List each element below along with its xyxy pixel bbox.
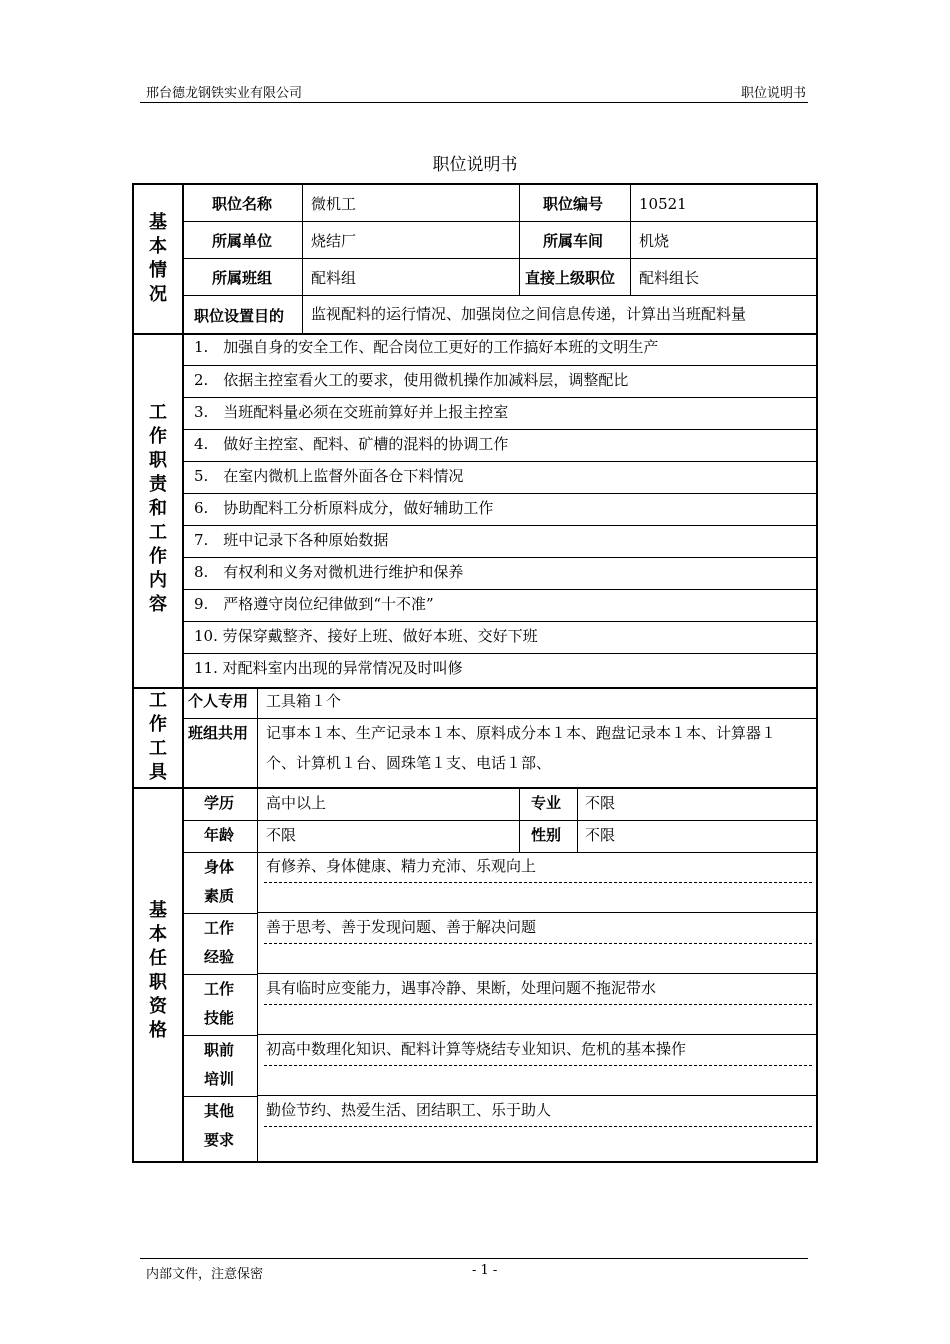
duty-item: 10. 劳保穿戴整齐、接好上班、做好本班、交好下班 bbox=[194, 627, 538, 645]
physical-label-line1: 身体 bbox=[204, 858, 235, 876]
duty-item: 1. 加强自身的安全工作、配合岗位工更好的工作搞好本班的文明生产 bbox=[194, 338, 659, 356]
footer-confidential: 内部文件，注意保密 bbox=[146, 1267, 264, 1282]
workshop-label: 所属车间 bbox=[543, 232, 604, 250]
education-label: 学历 bbox=[204, 794, 235, 812]
experience-label-line1: 工作 bbox=[204, 919, 235, 937]
other-label-line1: 其他 bbox=[204, 1102, 235, 1120]
duty-item: 2. 依据主控室看火工的要求，使用微机操作加减料层，调整配比 bbox=[194, 371, 629, 389]
purpose-label: 职位设置目的 bbox=[194, 307, 285, 325]
training-label-line1: 职前 bbox=[204, 1041, 235, 1059]
team-value: 配料组 bbox=[311, 269, 357, 287]
gender-value: 不限 bbox=[585, 826, 616, 844]
gender-label: 性别 bbox=[531, 826, 562, 844]
personal-tools-label: 个人专用 bbox=[188, 692, 249, 710]
duty-item: 4. 做好主控室、配料、矿槽的混料的协调工作 bbox=[194, 435, 509, 453]
header-rule bbox=[140, 102, 808, 103]
duty-item: 9. 严格遵守岗位纪律做到“十不准” bbox=[194, 595, 434, 613]
section-basic-info: 基本情况 bbox=[149, 212, 167, 305]
position-code-label: 职位编号 bbox=[543, 195, 604, 213]
physical-label-line2: 素质 bbox=[204, 887, 235, 905]
unit-value: 烧结厂 bbox=[311, 232, 357, 250]
header-company: 邢台德龙钢铁实业有限公司 bbox=[146, 86, 303, 101]
duty-item: 3. 当班配料量必须在交班前算好并上报主控室 bbox=[194, 403, 509, 421]
physical-value: 有修养、身体健康、精力充沛、乐观向上 bbox=[266, 857, 537, 875]
section-tools: 工作工具 bbox=[149, 690, 167, 783]
position-code-value: 10521 bbox=[639, 195, 687, 213]
superior-label: 直接上级职位 bbox=[525, 269, 616, 287]
major-value: 不限 bbox=[585, 794, 616, 812]
education-value: 高中以上 bbox=[266, 794, 327, 812]
duty-item: 7. 班中记录下各种原始数据 bbox=[194, 531, 389, 549]
job-description-table bbox=[132, 183, 818, 1163]
training-label-line2: 培训 bbox=[204, 1070, 235, 1088]
duty-item: 8. 有权利和义务对微机进行维护和保养 bbox=[194, 563, 464, 581]
skills-value: 具有临时应变能力，遇事冷静、果断，处理问题不拖泥带水 bbox=[266, 979, 657, 997]
purpose-value: 监视配料的运行情况、加强岗位之间信息传递，计算出当班配料量 bbox=[311, 305, 747, 323]
experience-value: 善于思考、善于发现问题、善于解决问题 bbox=[266, 918, 537, 936]
age-value: 不限 bbox=[266, 826, 297, 844]
personal-tools-value: 工具箱１个 bbox=[266, 692, 342, 710]
shared-tools-value-line2: 个、计算机１台、圆珠笔１支、电话１部、 bbox=[266, 754, 552, 772]
section-duties: 工作职责和工作内容 bbox=[149, 402, 167, 615]
team-label: 所属班组 bbox=[212, 269, 273, 287]
training-value: 初高中数理化知识、配料计算等烧结专业知识、危机的基本操作 bbox=[266, 1040, 687, 1058]
duty-item: 11. 对配料室内出现的异常情况及时叫修 bbox=[194, 659, 463, 677]
other-label-line2: 要求 bbox=[204, 1131, 235, 1149]
header-doc-type: 职位说明书 bbox=[740, 86, 806, 101]
footer-rule bbox=[140, 1258, 808, 1259]
skills-label-line1: 工作 bbox=[204, 980, 235, 998]
shared-tools-label: 班组共用 bbox=[188, 724, 249, 742]
position-name-value: 微机工 bbox=[311, 195, 357, 213]
workshop-value: 机烧 bbox=[639, 232, 670, 250]
position-name-label: 职位名称 bbox=[212, 195, 273, 213]
skills-label-line2: 技能 bbox=[204, 1009, 235, 1027]
unit-label: 所属单位 bbox=[212, 232, 273, 250]
section-qualifications: 基本任职资格 bbox=[149, 900, 167, 1041]
page-number: - 1 - bbox=[472, 1263, 498, 1278]
shared-tools-value-line1: 记事本１本、生产记录本１本、原料成分本１本、跑盘记录本１本、计算器１ bbox=[266, 724, 777, 742]
page-title: 职位说明书 bbox=[432, 155, 518, 175]
major-label: 专业 bbox=[531, 794, 562, 812]
other-value: 勤俭节约、热爱生活、团结职工、乐于助人 bbox=[266, 1101, 552, 1119]
duty-item: 6. 协助配料工分析原料成分，做好辅助工作 bbox=[194, 499, 494, 517]
experience-label-line2: 经验 bbox=[204, 948, 235, 966]
duty-item: 5. 在室内微机上监督外面各仓下料情况 bbox=[194, 467, 464, 485]
superior-value: 配料组长 bbox=[639, 269, 700, 287]
age-label: 年龄 bbox=[204, 826, 235, 844]
